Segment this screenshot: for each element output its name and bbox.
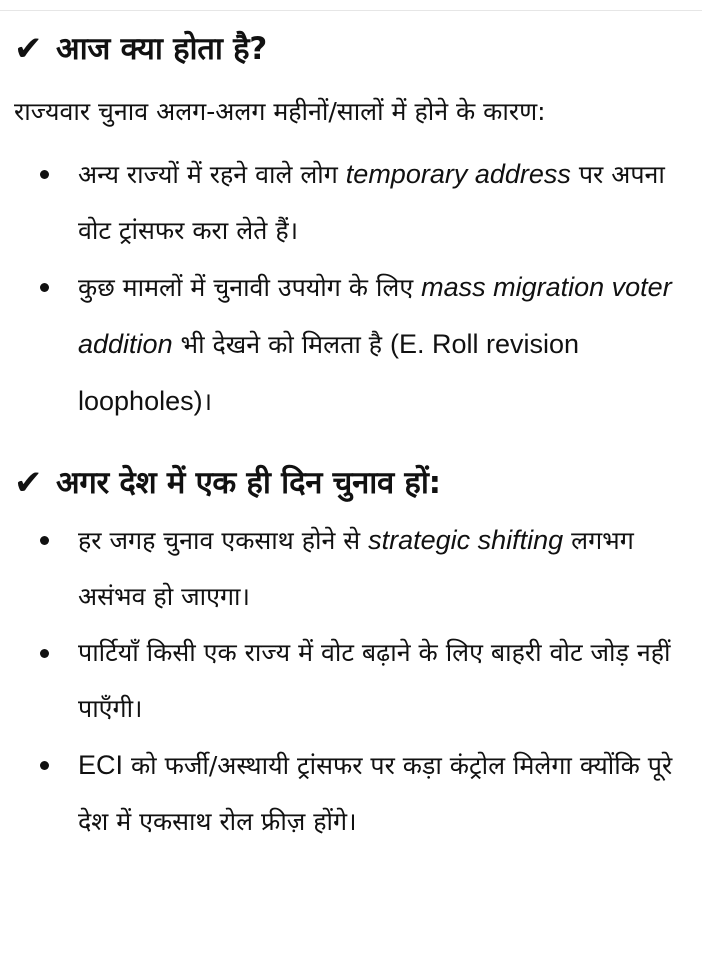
item-english: ECI — [78, 750, 124, 780]
list-item — [14, 259, 684, 430]
item-emphasis: mass migration voter addition — [78, 272, 672, 359]
section-heading-one-day — [14, 460, 684, 506]
item-emphasis: temporary address — [345, 159, 571, 189]
section-title: आज क्या होता है? — [56, 31, 267, 67]
section-heading-today — [14, 26, 684, 72]
item-text: कुछ मामलों में चुनावी उपयोग के लिए — [78, 273, 422, 302]
bullet-dot-icon — [40, 761, 49, 770]
section-title: अगर देश में एक ही दिन चुनाव हों: — [56, 465, 441, 501]
list-item — [14, 625, 684, 737]
intro-paragraph: राज्यवार चुनाव अलग-अलग महीनों/सालों में होने के कारण: — [14, 97, 546, 126]
bullet-dot-icon — [40, 170, 49, 179]
item-text: लगभग असंभव हो जाएगा। — [78, 526, 634, 611]
top-divider — [0, 10, 702, 11]
item-text: हर जगह चुनाव एकसाथ होने से — [78, 526, 369, 555]
item-text: । — [202, 387, 213, 416]
item-english: (E. Roll revision loopholes) — [78, 329, 580, 416]
item-text: भी देखने को मिलता है — [172, 330, 390, 359]
bullet-dot-icon — [40, 649, 49, 658]
bullet-dot-icon — [40, 536, 49, 545]
checkmark-icon: ✔ — [14, 463, 43, 503]
item-emphasis: strategic shifting — [368, 525, 564, 555]
item-text: पर अपना वोट ट्रांसफर करा लेते हैं। — [78, 160, 665, 245]
item-text: अन्य राज्यों में रहने वाले लोग — [78, 160, 346, 189]
item-text: को फर्जी/अस्थायी ट्रांसफर पर कड़ा कंट्रोल मिलेगा क्योंकि पूरे देश में एकसाथ रोल फ्रीज़ होंगे। — [78, 751, 673, 836]
list-item — [14, 737, 684, 850]
list-item — [14, 146, 684, 259]
article-body — [14, 26, 684, 850]
checkmark-icon: ✔ — [14, 29, 43, 69]
bullet-list-one-day — [14, 512, 684, 850]
bullet-dot-icon — [40, 283, 49, 292]
list-item — [14, 512, 684, 625]
bullet-list-today — [14, 146, 684, 430]
item-text: पार्टियाँ किसी एक राज्य में वोट बढ़ाने के लिए बाहरी वोट जोड़ नहीं पाएँगी। — [78, 638, 671, 723]
